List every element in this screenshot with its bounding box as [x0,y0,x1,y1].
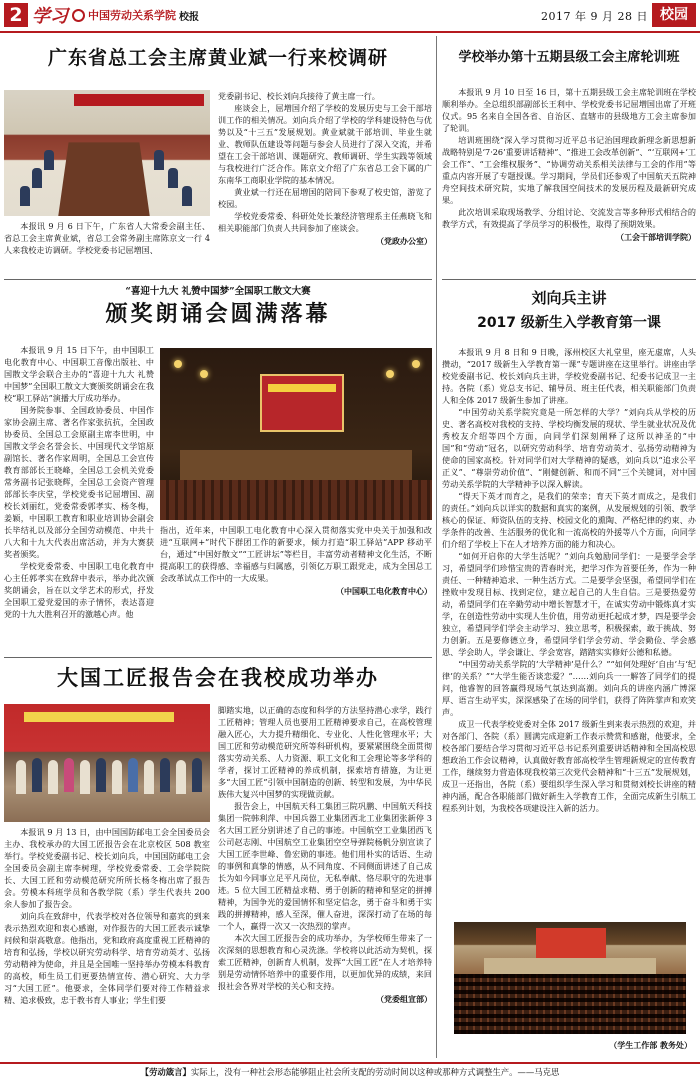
article-headline: 大国工匠报告会在我校成功举办 [57,666,379,690]
column-divider [436,36,437,1058]
photo-person [160,758,170,792]
article-paragraph: 指出，近年来，中国职工电化教育中心深入贯彻落实党中央关于加强和改进“互联网+”时代下群团工作的新要求，倾力打造“职工驿站”APP 移动平台，通过“中国好散文”“工匠讲坛”等栏目，丰富劳动者精神文化生活，不断提高职工的获得感、幸福感与归属感，引领亿万职工跟党走，成为全国总工会改革试点工作中的一大成果。 [160,525,432,583]
article-credit: （工会干部培训学院） [616,232,696,242]
photo-person [176,760,186,794]
photo-person [168,168,178,188]
photo-person [16,760,26,794]
stage-lamp [386,370,394,378]
article-headline-line2: 2017 级新生入学教育第一课 [477,315,661,331]
stage-lamp [174,360,182,368]
article-headline: 颁奖朗诵会圆满落幕 [105,302,331,327]
article-essay-contest [4,282,432,656]
article-kicker: “喜迎十九大 礼赞中国梦”全国职工散文大赛 [125,286,311,297]
article-headline: 广东省总工会主席黄业斌一行来校调研 [47,47,388,69]
article-body [442,86,696,243]
school-emblem-icon [72,9,85,22]
article-paragraph: 本报讯 9 月 10 日至 16 日，第十五期县级工会主席轮训班在学校顺利举办。全总组织部副部长王利中、学校党委书记屈増国出席了开班仪式。95 名来自全国各省、自治区、直辖市的县级地方工会主席参加了轮训。 [442,87,696,133]
photo-person [20,186,30,206]
photo-person [128,758,138,792]
article-column-2 [218,704,432,1060]
masthead-rule [0,31,700,33]
stage-photo [160,348,432,520]
article-column-2 [160,524,432,597]
photo-banner [74,94,204,106]
photo-person [112,760,122,794]
article-guangdong-visit [4,38,432,278]
school-name: 中国劳动关系学院 [88,9,176,22]
logo-script: 学习 [32,6,68,27]
newspaper-logo [32,3,199,27]
article-paragraph: “如何开启你的大学生活呢？”刘向兵勉励同学们：一是要学会学习，希望同学们珍惜宝贵的青春时光，把学习作为首要任务，作为一种责任、一种精神追求、一种生活方式。二是要学会坚强，希望同学们在挫败中发现目标、找到定位，建立起自己的人生自信。三是要热爱劳动，希望同学们在辛勤劳动中增长智慧才干，在诚实劳动中锻炼真才实学，在创造性劳动中实现人生价值，用劳动更托起成才梦，四是要学会独立，希望同学们学会主动学习、独立思考，积极探索，敢于挑战、努力创新。五是要修德立身，希望同学们学会劳动、学会勤俭、学会感恩、学会助人，学会谦让、学会宽容，踏踏实实修好公德和私德。 [442,551,696,657]
photo-person [32,758,42,792]
article-credit: （学生工作部 教务处） [609,1040,692,1050]
page-number: 2 [4,3,28,27]
photo-person [64,758,74,792]
stage-lamp [200,370,208,378]
photo-person [32,168,42,188]
section-badge: 校园 [652,3,696,27]
article-paragraph: “得天下英才而育之，是我们的荣幸；育天下英才而成之，是我们的责任。”刘向兵以详实的数据和真实的案例，从发展规划的引领、教学核心的保证、师资队伍的支持、校园文化的熏陶、严格纪律的约束、办学条件的改善、生活服务的优化和一流高校的外援等八个方面，向同学们介绍了学校上下在人才培养方面的能力和决心。 [442,491,696,549]
article-paragraph: “中国劳动关系学院究竟是一所怎样的大学？”刘向兵从学校的历史、著名高校对我校的支持、学校均衡发展的现状、学生就业状况及优秀校友介绍等四个方面，向同学们深刻阐释了这所以神圣的“中国”和“劳动”冠名，以研究劳动科学、培育劳动英才、弘扬劳动精神为使命的国家高校。针对同学们对大学精神的疑惑，刘向兵以“追求公平正义”、“尊崇劳动价值”、“刚健创新、和而不同”三个关键词，对中国劳动关系学院的大学精神予以深入解读。 [442,407,696,489]
article-paragraph: 本报讯 9 月 6 日下午，广东省人大常委会副主任、省总工会主席黄业斌，省总工会常务副主席陈京文一行 4 人来我校走访调研。学校党委书记屈増国、 [4,221,210,255]
stage-floor [180,450,412,480]
article-paragraph: 此次培训采取现场教学、分组讨论、交流发言等多种形式相结合的教学方式，有效提高了学员学习的积极性，取得了预期效果。 [442,207,696,229]
quote-text: 实际上，没有一种社会形态能够阻止社会所支配的劳动时间以这种或那种方式调整生产。 [190,1067,518,1077]
hall-screen [536,928,606,958]
article-paragraph: 脚踏实地，以正确的态度和科学的方法坚持潜心求学，践行工匠精神；管理人员也要用工匠精神要求自己，在高校管理融入匠心，大力提升精细化、专业化、人性化管理水平；大国工匠和劳动模范研究所等科研机构，要紧紧围绕全面贯彻落实劳动关系、人力资源、职工文化和工会理论等多学科的学者，探讨工匠精神的养成机制，探索培育措施，为让更多“大国工匠”引领中国制造的创新、转型和发展，为中华民族伟大复兴中国梦的实现做贡献。 [218,705,432,799]
conference-table [58,142,150,216]
article-craftsman-report [4,660,432,1060]
audience-seats [160,480,432,520]
article-column-1 [4,344,154,654]
article-paragraph: “中国劳动关系学院的‘大学精神’是什么？”“如何处理好‘自由’与‘纪律’的关系？”“大学生能否谈恋爱？”……刘向兵一一解答了同学们的提问，他睿智的回答赢得现场气氛达到高潮。刘向兵的讲座内涵广博深厚、语言生动平实，深深感染了在场的同学们，获得了阵阵掌声和欢笑声。 [442,659,696,717]
article-paragraph: 党委副书记、校长刘向兵接待了黄主席一行。 [218,91,380,101]
photo-person [80,760,90,794]
article-column-2 [218,90,432,247]
photo-person [44,150,54,170]
article-body [442,346,696,916]
article-credit: （党委组宣部） [376,994,432,1004]
article-paragraph: 国务院参事、全国政协委员、中国作家协会副主席、著名作家张抗抗，全国政协委员、全国总工会原副主席李世明，中国散文学会名誉会长、中国现代文学馆原副馆长、著名作家周明，全国总工会宣传教育部部长王晓峰，全国总工会机关党委常务副书记张晓辉，全国总工会资产管理部部长李庆堂，学校党委书记屈増国、副校长刘丽红，党委常委郭孝实、杨冬梅，姜颖，中国职工教育和职业培训协会副会长毕结礼以及部分全国劳动模范、中共十八大和十九大代表出席活动，并为大赛获奖者颁奖。 [4,405,154,559]
article-paragraph: 本次大国工匠报告会的成功举办，为学校师生带来了一次深刻的思想教育和心灵洗涤。学校将以此活动为契机，探索工匠精神，创新育人机制，发挥“大国工匠”在人才培养特别是劳动情怀培养中的重要作用，以更加优异的成绩，来回报社会各界对学校的关心和支持。 [218,933,432,991]
article-credit: （党政办公室） [376,236,432,246]
article-paragraph: 报告会上，中国航天科工集团三院巩鹏、中国航天科技集团一院韩利萍、中国兵器工业集团西北工业集团张新停 3 名大国工匠分别讲述了自己的事迹。中国航空工业集团西飞公司赵志刚、中国航空工业集团空空导弹院杨帆分别宣读了大国工匠李世峰、鲁宏勋的事迹。他们用朴实的话语、生动的事例和真挚的情感，从不同角度、不同侧面讲述了自己成长为如今同事立足平凡岗位，无私奉献、恪尽职守的先进事迹。5 位大国工匠精益求精、勇于创新的精神和坚定的拼搏精神，为国争光的爱国情怀和坚定信念，勇于奋斗和勇于实践的拼搏精神，感人至深，催人奋进，深深打动了在场的每一个人，赢得一次又一次热烈的掌声。 [218,801,432,931]
section-rule [4,279,432,280]
meeting-photo [4,90,210,216]
photo-person [144,760,154,794]
article-paragraph: 本报讯 9 月 15 日下午，由中国职工电化教育中心、中国职工音像出版社、中国散文学会联合主办的“喜迎十九大 礼赞中国梦”全国职工散文大赛颁奖朗诵会在我校“职工驿站”演播大厅成功举办。 [4,345,154,403]
lecture-hall-photo [454,922,686,1034]
article-credit: （中国职工电化教育中心） [336,586,432,596]
section-rule [442,279,696,280]
article-paragraph: 成卫一代表学校党委对全体 2017 级新生到来表示热烈的欢迎，并对各部门、各院（系）圆满完成迎新工作表示赞赏和感谢，他要求，全校各部门要结合学习贯彻习近平总书记系列重要讲话精神和全国高校思想政治工作会议精神，认真做好教育部高校学生管理新规定的宣传教育工作，继续努力营造体现我校第三次党代会精神和“十三五”发展规划，成卫一还指出，各院（系）要组织学生深入学习和贯彻刘校长讲座的精神内涵，配合各职能部门做好新生入学教育工作，全面完成新生引航工程系列计划，为我校各项建设注入新的活力。 [442,719,696,813]
quote-tag: 【劳动箴言】 [140,1067,191,1077]
paper-tag: 校报 [179,11,199,23]
section-rule [4,657,432,658]
photo-person [182,186,192,206]
stage-lamp [412,360,420,368]
photo-person [192,758,202,792]
photo-banner [24,712,174,722]
quote-author: ——马克思 [517,1067,560,1077]
article-paragraph: 本报讯 9 月 13 日，由中国国防邮电工会全国委员会主办、我校承办的大国工匠报告会在北京校区 508 教室举行。学校党委副书记、校长刘向兵，中国国防邮电工会全国委员会副主席李树理，学校党委常委、工会学院院长、大国工匠和劳动模范研究所所长杨冬梅出席了报告会。劳模本科班学员和各教学院（系）学生代表共 200 余人参加了报告会。 [4,827,210,909]
hall-seats [454,974,686,1034]
article-paragraph: 刘向兵在致辞中，代表学校对各位领导和嘉宾的到来表示热烈欢迎和衷心感谢，对作报告的大国工匠表示诚挚问候和崇高敬意。他指出，党和政府高度重视工匠精神的培育和弘扬，学校以研究劳动科学、培育劳动英才、弘扬劳动精神为使命，并且是全国唯一坚持举办劳模本科教育的高校，师生员工们更要热情宣传、潜心研究、大力学习“大国工匠”。他要求，全体同学们要对待工作精益求精、追求极致，忠于教书育人事业；学生们要 [4,911,210,1005]
article-paragraph: 培训班围绕“深入学习贯彻习近平总书记治国理政新理念新思想新战略特别是‘7·26’重要讲话精神”、“推进工会改革创新”、“‘互联网+’工会工作”、“工会维权服务”、“协调劳动关系相关法律与工会的作用”等重点内容开展了专题授课。学习期间，学员们还参观了中国航天五院神舟空间技术研究院，实地了解我国空间技术的发展历程及最新研究成果。 [442,135,696,205]
footer-quote-bar [0,1062,700,1081]
stage-screen [260,374,344,432]
article-column-1 [4,826,210,1058]
masthead [0,0,700,32]
article-paragraph: 座谈会上，屈増国介绍了学校的发展历史与工会干部培训工作的相关情况。刘向兵介绍了学校的学科建设特色与优势以及“十三五”发展规划。黄业斌就干部培训、毕业生就业、教师队伍建设等问题与参会人员进行了深入交流，并希望在工会干部培训、课题研究、教师调研、学生实践等领域与我校进行广泛合作。陈京文介绍了广东省总工会下属的广东南华工商职业学院的基本情况。 [218,103,432,185]
article-headline: 学校举办第十五期县级工会主席轮训班 [458,50,680,65]
photo-person [96,758,106,792]
article-paragraph: 黄业斌一行还在屈増国的陪同下参观了校史馆，游览了校园。 [218,187,432,209]
article-union-training [442,38,696,276]
article-paragraph: 本报讯 9 月 8 日和 9 日晚，涿州校区大礼堂里，座无虚席，人头攒动，“2017 级新生入学教育第一课”专题讲座在这里举行。讲座由学校党委副书记、校长刘向兵主讲，学校党委副书记、纪委书记成卫一主持。各院（系）党总支书记、辅导员、班主任代表，相关职能部门负责人和全体 2017 级新生参加了讲座。 [442,347,696,405]
article-column-1 [4,220,210,256]
group-photo [4,704,210,822]
photo-person [154,150,164,170]
article-freshman-lecture [442,282,696,1058]
screen-banner [268,384,336,392]
photo-person [48,760,58,794]
issue-date: 2017 年 9 月 28 日 [541,10,648,23]
article-paragraph: 学校党委常委、中国职工电化教育中心主任郭孝实在致辞中表示，举办此次颁奖朗诵会，旨在以文学艺术的形式，抒发全国职工爱党爱国的赤子情怀，表达喜迎党的十九大胜利召开的激越心声。他 [4,561,154,619]
article-headline: 刘向兵主讲 [531,289,607,307]
article-paragraph: 学校党委常委、科研处处长兼经济管理系主任燕晓飞和相关职能部门负责人共同参加了座谈会。 [218,211,432,233]
